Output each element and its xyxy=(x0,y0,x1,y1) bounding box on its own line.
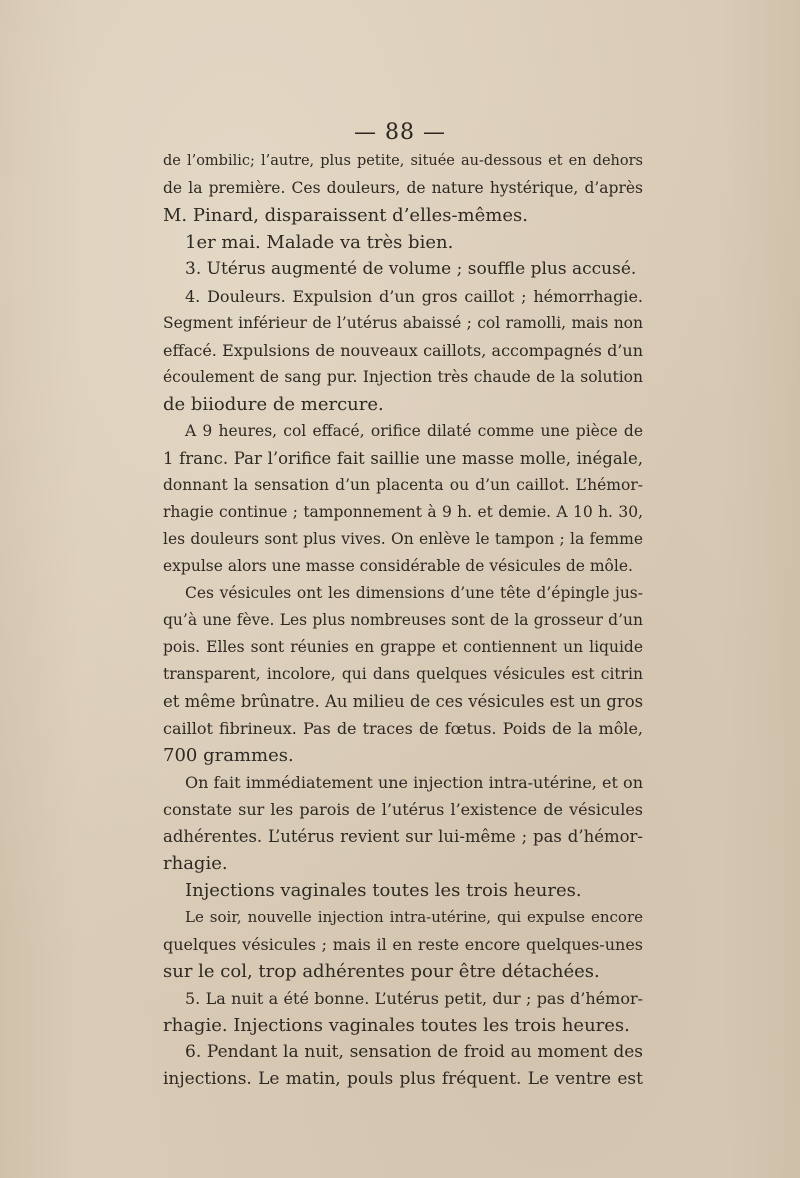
page-number: — 88 — xyxy=(354,120,446,145)
text-line: Le soir, nouvelle injection intra-utérine, qui expulse encore xyxy=(185,908,643,926)
text-line: On fait immédiatement une injection intra-utérine, et on xyxy=(185,773,643,792)
text-line: injections. Le matin, pouls plus fréquent. Le ventre est xyxy=(163,1069,643,1089)
text-line: donnant la sensation d’un placenta ou d’un caillot. L’hémor- xyxy=(163,476,643,494)
text-line: 700 grammes. xyxy=(163,745,294,766)
text-line: M. Pinard, disparaissent d’elles-mêmes. xyxy=(163,205,528,226)
text-line: de l’ombilic; l’autre, plus petite, située au-dessous et en dehors xyxy=(163,153,643,169)
body-text xyxy=(163,148,643,1093)
text-line: et même brûnatre. Au milieu de ces vésicules est un gros xyxy=(163,692,644,711)
text-line: effacé. Expulsions de nouveaux caillots, accompagnés d’un xyxy=(163,341,643,360)
text-line: expulse alors une masse considérable de vésicules de môle. xyxy=(163,557,633,575)
text-line: adhérentes. L’utérus revient sur lui-même ; pas d’hémor- xyxy=(163,827,643,846)
text-line: 3. Utérus augmenté de volume ; souffle plus accusé. xyxy=(185,259,637,279)
text-line: écoulement de sang pur. Injection très chaude de la solution xyxy=(163,368,643,386)
text-line: 1er mai. Malade va très bien. xyxy=(185,232,454,253)
text-line: Ces vésicules ont les dimensions d’une tête d’épingle jus- xyxy=(185,584,643,602)
text-line: transparent, incolore, qui dans quelques vésicules est citrin xyxy=(163,665,643,683)
text-line: caillot fibrineux. Pas de traces de fœtus. Poids de la môle, xyxy=(163,719,643,738)
text-line: rhagie continue ; tamponnement à 9 h. et demie. A 10 h. 30, xyxy=(163,503,643,521)
text-line: les douleurs sont plus vives. On enlève le tampon ; la femme xyxy=(163,530,643,548)
text-line: rhagie. xyxy=(163,853,228,874)
text-line: pois. Elles sont réunies en grappe et contiennent un liquide xyxy=(163,638,643,656)
text-line: de biiodure de mercure. xyxy=(163,394,384,415)
text-line: Injections vaginales toutes les trois heures. xyxy=(185,880,582,901)
text-line: rhagie. Injections vaginales toutes les trois heures. xyxy=(163,1015,630,1036)
text-line: 4. Douleurs. Expulsion d’un gros caillot ; hémorrhagie. xyxy=(185,287,643,306)
text-line: A 9 heures, col effacé, orifice dilaté comme une pièce de xyxy=(185,422,643,440)
text-line: Segment inférieur de l’utérus abaissé ; col ramolli, mais non xyxy=(163,314,643,332)
text-line: de la première. Ces douleurs, de nature hystérique, d’après xyxy=(163,179,643,197)
text-line: qu’à une fève. Les plus nombreuses sont de la grosseur d’un xyxy=(163,611,643,629)
text-line: 5. La nuit a été bonne. L’utérus petit, dur ; pas d’hémor- xyxy=(185,989,643,1008)
text-line: constate sur les parois de l’utérus l’existence de vésicules xyxy=(163,800,643,819)
text-line: quelques vésicules ; mais il en reste encore quelques-unes xyxy=(163,935,643,954)
text-line: 1 franc. Par l’orifice fait saillie une masse molle, inégale, xyxy=(163,449,643,468)
text-line: sur le col, trop adhérentes pour être détachées. xyxy=(163,961,600,982)
text-line: 6. Pendant la nuit, sensation de froid au moment des xyxy=(185,1042,643,1062)
